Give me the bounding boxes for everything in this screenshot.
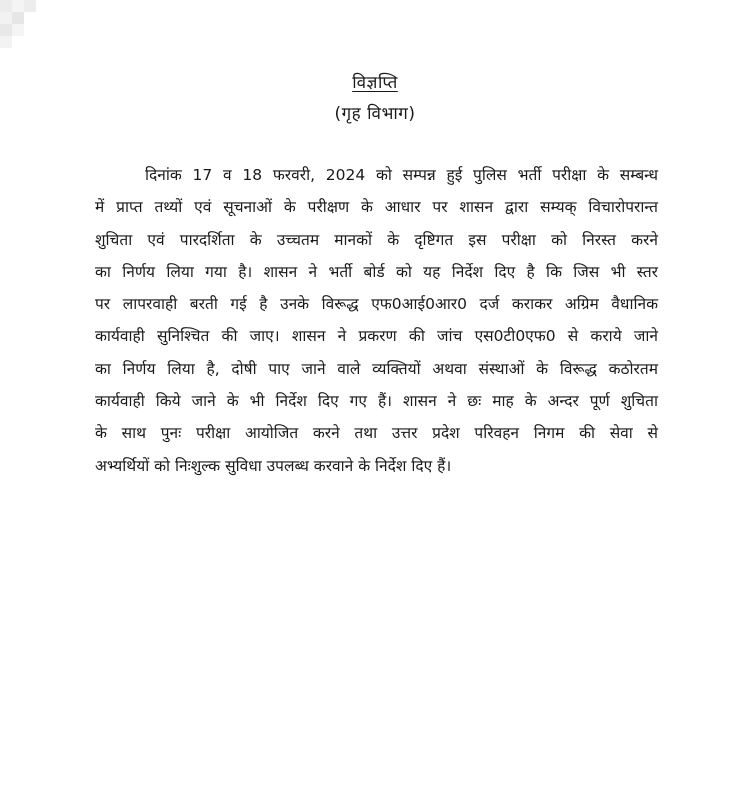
- scan-corner-artifact: [0, 0, 48, 48]
- body-line: शुचिता एवं पारदर्शिता के उच्चतम मानकों के दृष्टिगत इस परीक्षा को निरस्त करने: [95, 230, 658, 249]
- body-line: पर लापरवाही बरती गई है उनके विरूद्ध एफ0आई0आर0 दर्ज कराकर अग्रिम वैधानिक: [95, 295, 658, 314]
- body-line: कार्यवाही सुनिश्चित की जाए। शासन ने प्रकरण की जांच एस0टी0एफ0 से कराये जाने: [95, 327, 658, 346]
- body-line: में प्राप्त तथ्यों एवं सूचनाओं के परीक्षण के आधार पर शासन द्वारा सम्यक् विचारोपरान्त: [95, 198, 658, 217]
- body-line: का निर्णय लिया गया है। शासन ने भर्ती बोर्ड को यह निर्देश दिए है कि जिस भी स्तर: [95, 262, 658, 281]
- body-line: का निर्णय लिया है, दोषी पाए जाने वाले व्यक्तियों अथवा संस्थाओं के विरूद्ध कठोरतम: [95, 359, 658, 378]
- department-name: (गृह विभाग): [334, 104, 416, 124]
- body-line: कार्यवाही किये जाने के भी निर्देश दिए गए हैं। शासन ने छः माह के अन्दर पूर्ण शुचिता: [95, 392, 658, 411]
- body-line: दिनांक 17 व 18 फरवरी, 2024 को सम्पन्न हुई पुलिस भर्ती परीक्षा के सम्बन्ध: [145, 166, 658, 184]
- notice-title: विज्ञप्ति: [352, 73, 398, 93]
- notice-body: [95, 159, 658, 482]
- body-line: के साथ पुनः परीक्षा आयोजित करने तथा उत्तर प्रदेश परिवहन निगम की सेवा से: [95, 424, 658, 443]
- body-line: अभ्यर्थियों को निःशुल्क सुविधा उपलब्ध करवाने के निर्देश दिए हैं।: [95, 456, 452, 475]
